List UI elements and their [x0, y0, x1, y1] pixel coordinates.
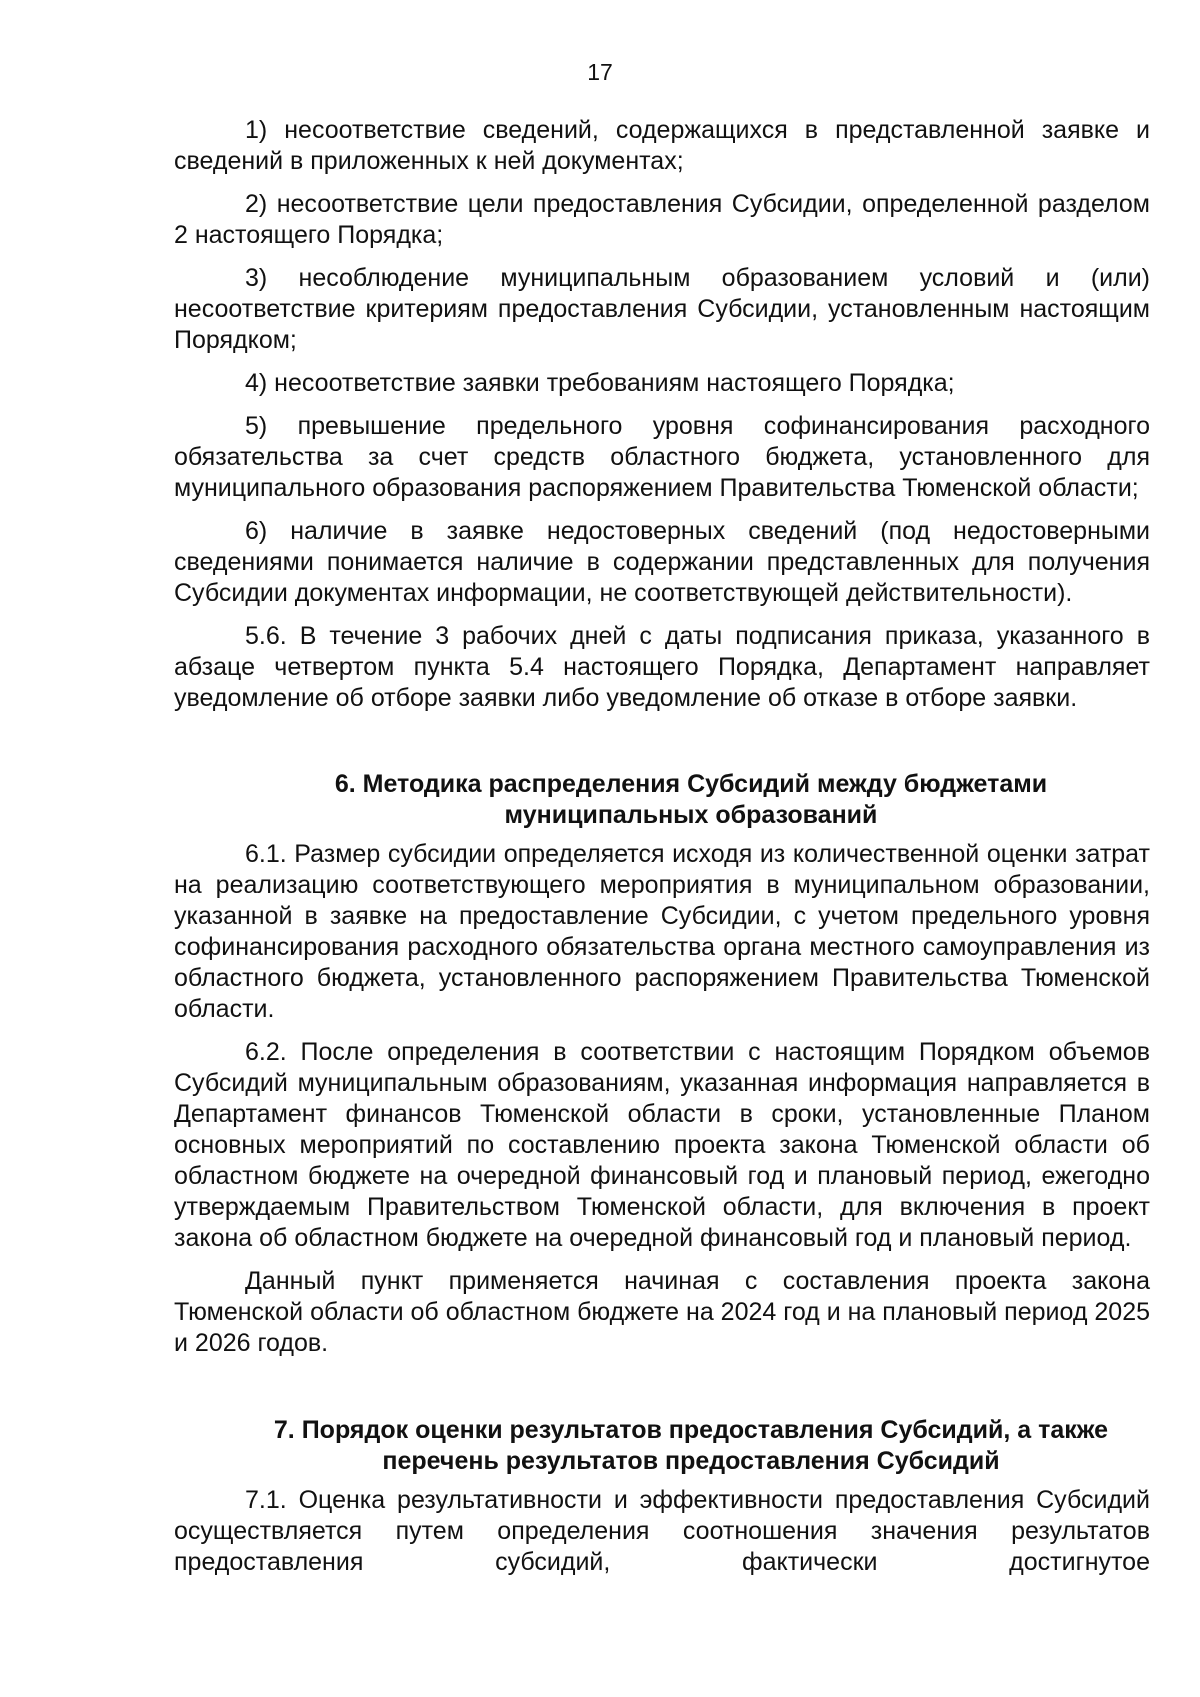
section-7-title-line-1: 7. Порядок оценки результатов предоставления Субсидий, а также: [273, 1416, 1109, 1444]
list-item-5: 5) превышение предельного уровня софинансирования расходного обязательства за счет средств областного бюджета, установленного для муниципального образования распоряжением Правительства Тюменской области;: [174, 412, 1150, 502]
document-body: [174, 115, 1150, 1590]
list-item-3: 3) несоблюдение муниципальным образованием условий и (или) несоответствие критериям предоставления Субсидии, установленным настоящим Порядком;: [174, 264, 1150, 354]
section-6-title-line-1: 6. Методика распределения Субсидий между бюджетами: [334, 770, 1048, 798]
section-6-heading: [174, 769, 1150, 831]
list-item-6: 6) наличие в заявке недостоверных сведений (под недостоверными сведениями понимается наличие в содержании представленных для получения Субсидии документах информации, не соответствующей действительности).: [174, 517, 1150, 607]
list-item-2: 2) несоответствие цели предоставления Субсидии, определенной разделом 2 настоящего Порядка;: [174, 190, 1150, 249]
paragraph-5-6: 5.6. В течение 3 рабочих дней с даты подписания приказа, указанного в абзаце четвертом пункта 5.4 настоящего Порядка, Департамент направляет уведомление об отборе заявки либо уведомление об отказе в отборе заявки.: [174, 622, 1150, 712]
list-item-1: 1) несоответствие сведений, содержащихся в представленной заявке и сведений в приложенных к ней документах;: [174, 116, 1150, 175]
paragraph-6-2: 6.2. После определения в соответствии с настоящим Порядком объемов Субсидий муниципальным образованиям, указанная информация направляется в Департамент финансов Тюменской области в сроки, установленные Планом основных мероприятий по составлению проекта закона Тюменской области об областном бюджете на очередной финансовый год и плановый период, ежегодно утверждаемым Правительством Тюменской области, для включения в проект закона об областном бюджете на очередной финансовый год и плановый период.: [174, 1038, 1150, 1252]
page-number: 17: [587, 59, 613, 85]
paragraph-7-1: 7.1. Оценка результативности и эффективности предоставления Субсидий осуществляется путем определения соотношения значения результатов предоставления субсидий, фактически достигнутое: [174, 1486, 1150, 1576]
paragraph-6-1: 6.1. Размер субсидии определяется исходя из количественной оценки затрат на реализацию соответствующего мероприятия в муниципальном образовании, указанной в заявке на предоставление Субсидии, с учетом предельного уровня софинансирования расходного обязательства органа местного самоуправления из областного бюджета, установленного распоряжением Правительства Тюменской области.: [174, 840, 1150, 1023]
paragraph-6-2-note: Данный пункт применяется начиная с составления проекта закона Тюменской области об областном бюджете на 2024 год и на плановый период 2025 и 2026 годов.: [174, 1267, 1150, 1357]
section-7-title-line-2: перечень результатов предоставления Субсидий: [382, 1447, 1000, 1475]
section-6-title-line-2: муниципальных образований: [504, 801, 878, 829]
list-item-4: 4) несоответствие заявки требованиям настоящего Порядка;: [245, 369, 955, 397]
section-7-heading: [174, 1415, 1150, 1477]
